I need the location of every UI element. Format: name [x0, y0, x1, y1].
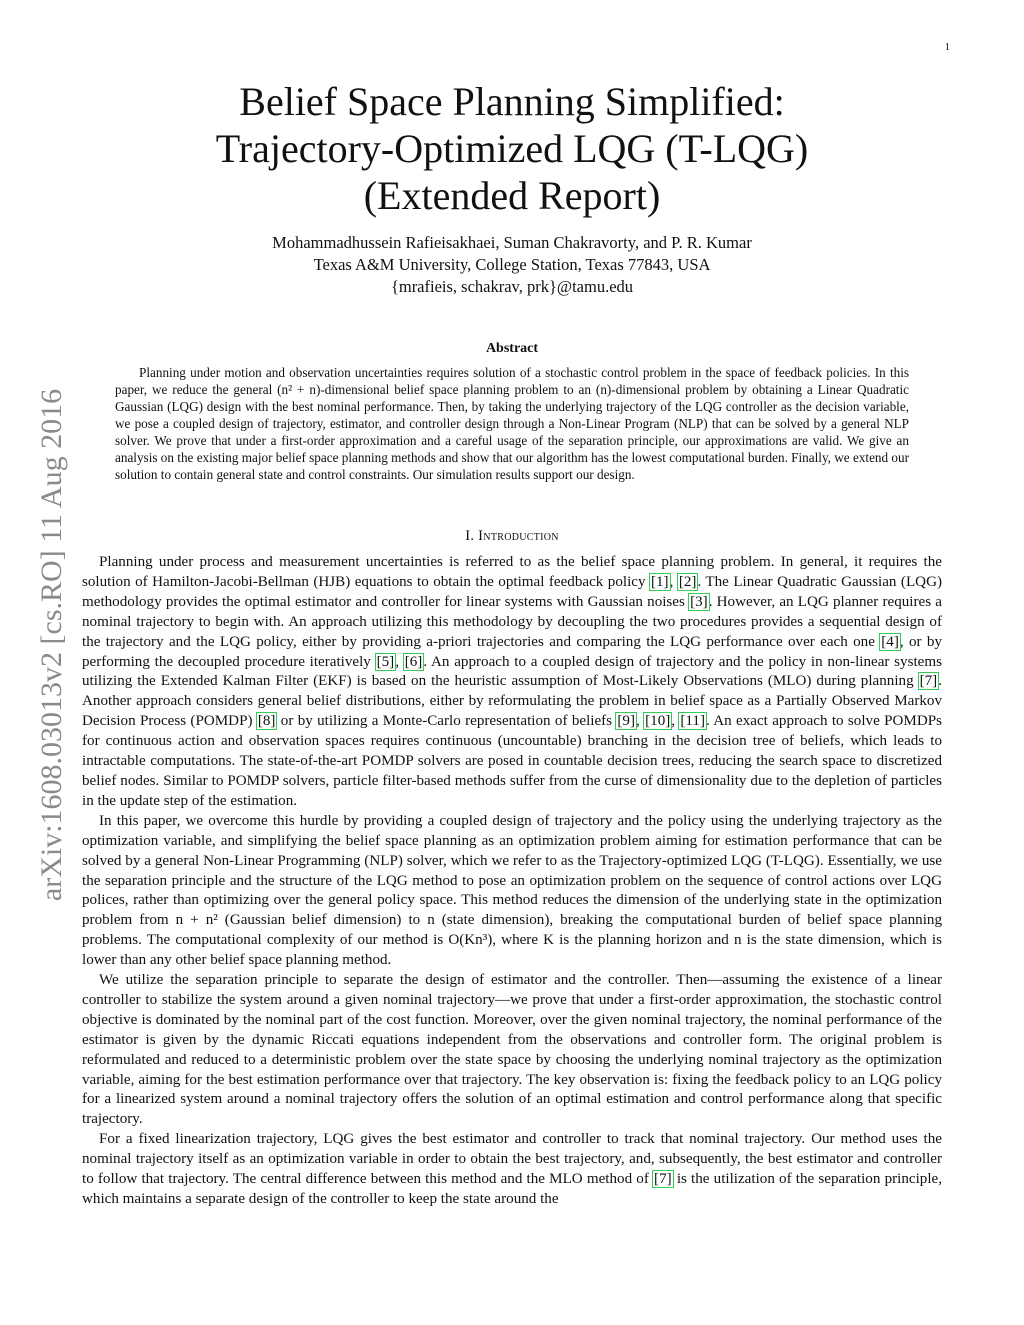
citation-link[interactable]: [8]: [257, 713, 276, 730]
paper-title: [160, 78, 864, 219]
citation-link[interactable]: [4]: [881, 633, 899, 650]
author-affiliation: Texas A&M University, College Station, Texas 77843, USA: [313, 255, 711, 274]
author-email: {mrafieis, schakrav, prk}@tamu.edu: [390, 277, 634, 296]
author-block: [160, 232, 864, 298]
citation-link[interactable]: [3]: [690, 593, 708, 610]
paragraph-3: We utilize the separation principle to separate the design of estimator and the controller. Then—assuming the existence of a linear controller to stabilize the system around a given nominal trajectory—we prove that under a first-order approximation, the stochastic control objective is dominated by the nominal part of the cost function. Moreover, over the given nominal trajectory, the nominal performance of the estimator is given by the dynamic Riccati equations independent from the observations and controller form. The original problem is reformulated and reduced to a deterministic problem over the state space by choosing the underlying nominal trajectory as the optimization variable, aiming for the best estimation performance over that trajectory. The key observation is: fixing the feedback policy to an LQG policy for a linearized system around a nominal trajectory offers the solution of an optimal estimation and control performance along that specific trajectory.: [82, 972, 942, 1128]
citation-link[interactable]: [7]: [919, 673, 938, 690]
citation-link[interactable]: [1]: [650, 573, 669, 590]
citation-link[interactable]: [10]: [645, 713, 671, 730]
abstract: [115, 364, 909, 483]
citation-link[interactable]: [11]: [680, 713, 705, 730]
title-line-3: (Extended Report): [363, 173, 661, 218]
paragraph-1: Planning under process and measurement uncertainties is referred to as the belief space planning problem. In general, it requires the solution of Hamilton-Jacobi-Bellman (HJB) equations to obtain the optimal feedback policy [1], [2]. The Linear Quadratic Gaussian (LQG) methodology provides the optimal estimator and controller for linear systems with Gaussian noises [3]. However, an LQG planner requires a nominal trajectory to begin with. An approach utilizing this methodology by decoupling the two procedures provides a sequential design of the trajectory and the LQG policy, either by providing a-priori trajectories and comparing the LQG performance over each one [4], or by performing the decoupled procedure iteratively [5], [6]. An approach to a coupled design of trajectory and the policy in non-linear systems utilizing the Extended Kalman Filter (EKF) is based on the heuristic assumption of Most-Likely Observations (MLO) during planning [7]. Another approach considers general belief distributions, either by reformulating the problem in belief space as a Partially Observed Markov Decision Process (POMDP) [8] or by utilizing a Monte-Carlo representation of beliefs [9], [10], [11]. An exact approach to solve POMDPs for continuous action and observation spaces requires continuous (uncountable) branching in the decision tree of beliefs, which leads to intractable computations. The state-of-the-art POMDP solvers are posed in countable decision trees, reducing the search space to discretized belief nodes. Similar to POMDP solvers, particle filter-based methods suffer from the curse of dimensionality due to the depletion of particles in the update step of the estimation.: [82, 554, 943, 809]
arxiv-identifier: arXiv:1608.03013v2 [cs.RO] 11 Aug 2016: [35, 388, 68, 902]
paragraph-4: For a fixed linearization trajectory, LQG gives the best estimator and controller to track that nominal trajectory. Our method uses the nominal trajectory itself as an optimization variable in order to obtain the best trajectory, and, subsequently, the best estimator and controller to follow that trajectory. The central difference between this method and the MLO method of [7] is the utilization of the separation principle, which maintains a separate design of the controller to keep the state around the: [82, 1131, 942, 1207]
section-heading: [0, 528, 1024, 545]
body-text: [82, 553, 942, 1210]
citation-link[interactable]: [9]: [617, 713, 636, 730]
page-number: 1: [944, 41, 950, 53]
author-names: Mohammadhussein Rafieisakhaei, Suman Chakravorty, and P. R. Kumar: [272, 233, 752, 252]
paragraph-2: In this paper, we overcome this hurdle by providing a coupled design of trajectory and the policy using the underlying trajectory as the optimization variable, and simplifying the belief space planning as an optimization problem aiming for estimation performance that can be solved by a general Non-Linear Programming (NLP) solver, which we refer to as the Trajectory-optimized LQG (T-LQG). Essentially, we use the separation principle and the structure of the LQG method to pose an optimization problem on the sequence of control actions over LQG polices, rather than optimizing over the general policy space. This method reduces the dimension of the underlying state in the optimization problem from n + n² (Gaussian belief dimension) to n (state dimension), breaking the computational burden of belief space planning problems. The computational complexity of our method is O(Kn³), where K is the planning horizon and n is the state dimension, which is lower than any other belief space planning method.: [82, 812, 942, 969]
citation-link[interactable]: [5]: [376, 653, 395, 670]
abstract-heading: Abstract: [485, 341, 539, 356]
citation-link[interactable]: [7]: [654, 1171, 672, 1188]
section-title: I. Introduction: [465, 528, 559, 544]
citation-link[interactable]: [6]: [404, 653, 423, 670]
abstract-text: Planning under motion and observation uncertainties requires solution of a stochastic control problem in the space of feedback policies. In this paper, we reduce the general (n² + n)-dimensional belief space planning problem to an (n)-dimensional problem by obtaining a Linear Quadratic Gaussian (LQG) design with the best nominal performance. Then, by taking the underlying trajectory of the LQG controller as the decision variable, we pose a coupled design of trajectory, estimator, and controller design through a Non-Linear Program (NLP) that can be solved by a general NLP solver. We prove that under a first-order approximation and a careful usage of the separation principle, our approximations are valid. We give an analysis on the existing major belief space planning methods and show that our algorithm has the lowest computational burden. Finally, we extend our solution to contain general state and control constraints. Our simulation results support our design.: [115, 365, 909, 482]
title-line-2: Trajectory-Optimized LQG (T-LQG): [215, 126, 809, 171]
title-line-1: Belief Space Planning Simplified:: [239, 79, 785, 124]
citation-link[interactable]: [2]: [678, 573, 697, 590]
